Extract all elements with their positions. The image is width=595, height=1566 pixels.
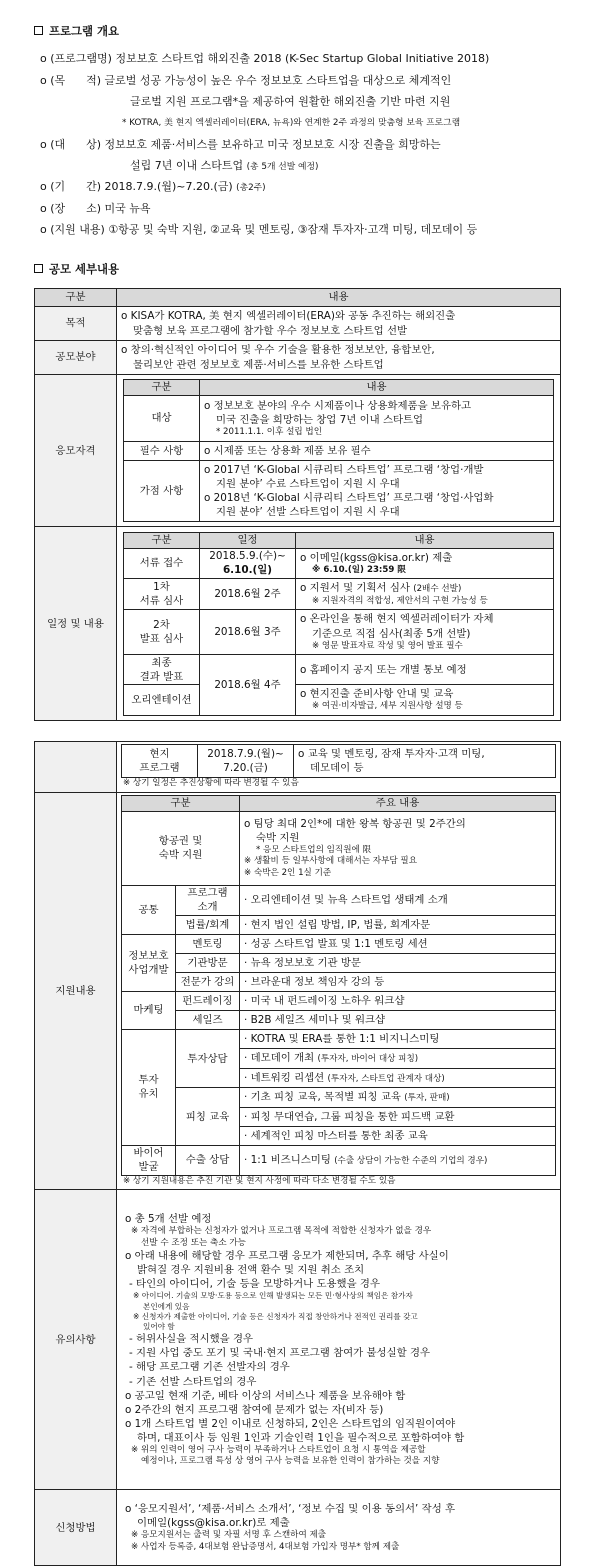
support-label-air: 항공권 및 숙박 지원 (122, 811, 240, 885)
support-sub-lecture: 전문가 강의 (176, 972, 240, 991)
schedule-table (123, 532, 554, 716)
support-sub-sales: 세일즈 (176, 1010, 240, 1029)
sched-header-content: 내용 (296, 532, 554, 548)
square-bullet-icon (34, 264, 43, 273)
support-label-bizdev: 정보보호 사업개발 (122, 934, 176, 991)
sched-content-submission: o 이메일(kgss@kisa.or.kr) 제출 ※ 6.10.(일) 23:59 限 (296, 548, 554, 579)
overview-item-name: o (프로그램명) 정보보호 스타트업 해외진출 2018 (K-Sec Startup Global Initiative 2018) (40, 52, 490, 65)
support-content-fundraising: · 미국 내 펀드레이징 노하우 워크샵 (240, 991, 556, 1010)
schedule-note: ※ 상기 일정은 추진상황에 따라 변경될 수 있음 (123, 778, 299, 789)
support-content-intro: · 오리엔테이션 및 뉴욕 스타트업 생태계 소개 (240, 885, 556, 915)
row-label-apply: 신청방법 (35, 1490, 117, 1566)
qual-bonus-content: o 2017년 ‘K-Global 시큐리티 스타트업’ 프로그램 ‘창업·개발 지원 분야’ 수료 스타트업이 지원 시 우대 o 2018년 ‘K-Global 시큐리티 스타트업’ 프로그램 ‘창업·사업화 지원 분야’ 선발 스타트업이 지원 시 우대 (200, 461, 554, 522)
support-label-common: 공통 (122, 885, 176, 934)
qual-target-content: o 정보보호 분야의 우수 시제품이나 상용화제품을 보유하고 미국 진출을 희망하는 창업 7년 이내 스타트업 * 2011.1.1. 이후 설립 법인 (200, 396, 554, 442)
sched-content-local: o 교육 및 멘토링, 잠재 투자자·고객 미팅, 데모데이 등 (294, 745, 556, 778)
schedule-cell (117, 527, 561, 721)
sched-date-final: 2018.6월 4주 (200, 655, 296, 716)
sched-label-orientation: 오리엔테이션 (124, 685, 200, 716)
field-content: o 창의·혁신적인 아이디어 및 우수 기술을 활용한 정보보안, 융합보안, 물리보안 관련 정보보호 제품·서비스를 보유한 스타트업 (117, 341, 561, 375)
sched-label-submission: 서류 접수 (124, 548, 200, 579)
support-content-sales: · B2B 세일즈 세미나 및 워크샵 (240, 1010, 556, 1029)
overview-item-purpose-cont: 글로벌 지원 프로그램*을 제공하여 원활한 해외진출 기반 마련 지원 (130, 95, 451, 108)
details-table-continued (34, 741, 561, 1566)
schedule-cont-cell (117, 742, 561, 793)
overview-item-purpose: o (목 적) 글로벌 성공 가능성이 높은 우수 정보보호 스타트업을 대상으로 체계적인 (40, 74, 452, 87)
qualification-cell (117, 375, 561, 527)
support-cell (117, 792, 561, 1190)
row-label-support: 지원내용 (35, 792, 117, 1190)
section-heading-overview: 프로그램 개요 (34, 24, 119, 39)
sched-label-round2: 2차 발표 심사 (124, 610, 200, 655)
support-content-pitch-2: · 피칭 무대연습, 그룹 피칭을 통한 피드백 교환 (240, 1107, 556, 1126)
support-content-consult-1: · KOTRA 및 ERA를 통한 1:1 비지니스미팅 (240, 1029, 556, 1048)
qual-label-bonus: 가점 사항 (124, 461, 200, 522)
header-content: 내용 (117, 289, 561, 307)
sched-header-category: 구분 (124, 532, 200, 548)
support-content-air: o 팀당 최대 2인*에 대한 왕복 항공권 및 2주간의 숙박 지원 * 응모 스타트업의 임직원에 限 ※ 생활비 등 일부사항에 대해서는 자부담 필요 ※ 숙박은 2인 1실 기준 (240, 811, 556, 885)
sched-label-local: 현지 프로그램 (122, 745, 198, 778)
support-content-pitch-1: · 기초 피칭 교육, 목적별 피칭 교육 (투자, 판매) (240, 1088, 556, 1108)
row-label-qualification: 응모자격 (35, 375, 117, 527)
support-label-marketing: 마케팅 (122, 991, 176, 1029)
support-sub-intro: 프로그램 소개 (176, 885, 240, 915)
support-sub-pitch: 피칭 교육 (176, 1088, 240, 1146)
sched-date-round1: 2018.6월 2주 (200, 579, 296, 610)
qual-header-category: 구분 (124, 380, 200, 396)
support-content-export: · 1:1 비즈니스미팅 (수출 상담이 가능한 수준의 기업의 경우) (240, 1145, 556, 1175)
sched-header-date: 일정 (200, 532, 296, 548)
support-sub-consult: 투자상담 (176, 1029, 240, 1087)
support-sub-fundraising: 펀드레이징 (176, 991, 240, 1010)
sched-date-submission: 2018.5.9.(수)~ 6.10.(일) (200, 548, 296, 579)
support-label-invest: 투자 유치 (122, 1029, 176, 1145)
support-note: ※ 상기 지원내용은 추진 기관 및 현지 사정에 따라 다소 변경될 수도 있음 (123, 1175, 396, 1186)
sched-label-round1: 1차 서류 심사 (124, 579, 200, 610)
row-label-caution: 유의사항 (35, 1190, 117, 1490)
support-header-category: 구분 (122, 795, 240, 811)
apply-content: o ‘응모지원서’, ‘제품·서비스 소개서’, ‘정보 수집 및 이용 동의서’ 작성 후 이메일(kgss@kisa.or.kr)로 제출 ※ 응모지원서는 출력 및 자필 서명 후 스캔하여 제출 ※ 사업자 등록증, 4대보험 완납증명서, 4대보험 가입자 명부* 함께 제출 (117, 1490, 561, 1566)
caution-content: o 총 5개 선발 예정 ※ 자격에 부합하는 신청자가 없거나 프로그램 목적에 적합한 신청자가 없을 경우 선발 수 조정 또는 축소 가능 o 아래 내용에 해당할 경우 프로그램 응모가 제한되며, 추후 해당 사실이 밝혀질 경우 지원비용 전액 환수 및 지원 취소 조치 - 타인의 아이디어, 기술 등을 모방하거나 도용했을 경우 ※ 아이디어. 기술의 모방·도용 등으로 인해 발생되는 모든 민·형사상의 책임은 참가자 본인에게 있음 ※ 신청자가 제출한 아이디어, 기술 등은 신청자가 직접 창안하거나 전적인 권리를 갖고 있어야 함 - 허위사실을 적시했을 경우 - 지원 사업 중도 포기 및 국내·현지 프로그램 참여가 불성실할 경우 - 해당 프로그램 기존 선발자의 경우 - 기존 선발 스타트업의 경우 o 공고일 현재 기준, 베타 이상의 서비스나 제품을 보유해야 함 o 2주간의 현지 프로그램 참여에 문제가 없는 자(비자 등) o 1개 스타트업 별 2인 이내로 신청하되, 2인은 스타트업의 임직원이여야 하며, 대표이사 등 임원 1인과 기술인력 1인을 필수적으로 포함하여야 함 ※ 위의 인력이 영어 구사 능력이 부족하거나 스타트업이 요청 시 통역을 제공할 예정이나, 프로그램 특성 상 영어 구사 능력을 보유한 인력이 참가하는 것을 지향 (117, 1190, 561, 1490)
qual-label-target: 대상 (124, 396, 200, 442)
support-content-consult-3: · 네트워킹 리셉션 (투자자, 스타트업 관계자 대상) (240, 1068, 556, 1088)
support-content-mentoring: · 성공 스타트업 발표 및 1:1 멘토링 세션 (240, 934, 556, 953)
row-label-purpose: 목적 (35, 307, 117, 341)
support-header-content: 주요 내용 (240, 795, 556, 811)
support-content-legal: · 현지 법인 설립 방법, IP, 법률, 회계자문 (240, 915, 556, 934)
support-content-consult-2: · 데모데이 개최 (투자자, 바이어 대상 피칭) (240, 1049, 556, 1069)
square-bullet-icon (34, 26, 43, 35)
qual-required-content: o 시제품 또는 상용화 제품 보유 필수 (200, 442, 554, 461)
support-content-visit: · 뉴욕 정보보호 기관 방문 (240, 953, 556, 972)
sched-content-round1: o 지원서 및 기획서 심사 (2배수 선발) ※ 지원자격의 적합성, 제안서의 구현 가능성 등 (296, 579, 554, 610)
row-label-schedule: 일정 및 내용 (35, 527, 117, 721)
section-heading-details: 공모 세부내용 (34, 262, 119, 277)
support-label-buyer: 바이어 발굴 (122, 1145, 176, 1175)
support-content-lecture: · 브라운대 정보 책임자 강의 등 (240, 972, 556, 991)
support-sub-export: 수출 상담 (176, 1145, 240, 1175)
qualification-table (123, 379, 554, 522)
overview-item-support: o (지원 내용) ①항공 및 숙박 지원, ②교육 및 멘토링, ③잠재 투자자·고객 미팅, 데모데이 등 (40, 223, 478, 236)
support-content-pitch-3: · 세계적인 피칭 마스터를 통한 최종 교육 (240, 1126, 556, 1145)
overview-item-period: o (기 간) 2018.7.9.(월)~7.20.(금) (총2주) (40, 180, 266, 193)
sched-content-round2: o 온라인을 통해 현지 엑셀러레이터가 자체 기준으로 직접 심사(최종 5개 선발) ※ 영문 발표자료 작성 및 영어 발표 필수 (296, 610, 554, 655)
row-label-schedule-cont (35, 742, 117, 793)
sched-content-orientation: o 현지진출 준비사항 안내 및 교육 ※ 여권·비자발급, 세부 지원사항 설명 등 (296, 685, 554, 716)
support-sub-visit: 기관방문 (176, 953, 240, 972)
sched-label-final: 최종 결과 발표 (124, 655, 200, 685)
sched-date-local: 2018.7.9.(월)~ 7.20.(금) (198, 745, 294, 778)
qual-label-required: 필수 사항 (124, 442, 200, 461)
purpose-content: o KISA가 KOTRA, 美 현지 엑셀러레이터(ERA)와 공동 추진하는 해외진출 맞춤형 보육 프로그램에 참가할 우수 정보보호 스타트업 선발 (117, 307, 561, 341)
support-table (121, 795, 556, 1176)
sched-date-round2: 2018.6월 3주 (200, 610, 296, 655)
overview-item-purpose-note: * KOTRA, 美 현지 엑셀러레이터(ERA, 뉴욕)와 연계한 2주 과정의 맞춤형 보육 프로그램 (122, 118, 461, 128)
overview-item-target-cont: 설립 7년 이내 스타트업 (총 5개 선발 예정) (130, 159, 319, 172)
support-sub-mentoring: 멘토링 (176, 934, 240, 953)
qual-header-content: 내용 (200, 380, 554, 396)
sched-content-final: o 홈페이지 공지 또는 개별 통보 예정 (296, 655, 554, 685)
details-table (34, 288, 561, 721)
header-category: 구분 (35, 289, 117, 307)
overview-item-place: o (장 소) 미국 뉴욕 (40, 202, 151, 215)
overview-item-target: o (대 상) 정보보호 제품·서비스를 보유하고 미국 정보보호 시장 진출을 희망하는 (40, 138, 441, 151)
schedule-cont-table (121, 744, 556, 778)
support-sub-legal: 법률/회계 (176, 915, 240, 934)
row-label-field: 공모분야 (35, 341, 117, 375)
